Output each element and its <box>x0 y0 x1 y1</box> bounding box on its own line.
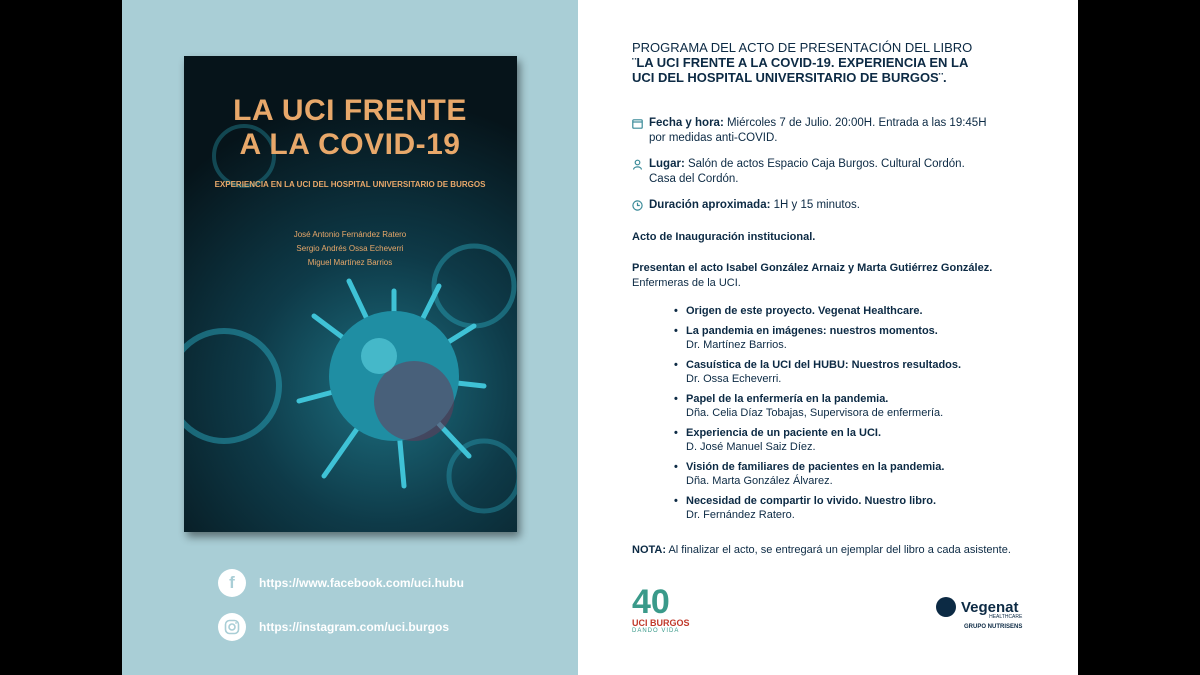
program-heading: PROGRAMA DEL ACTO DE PRESENTACIÓN DEL LIBRO ¨LA UCI FRENTE A LA COVID-19. EXPERIENCIA EN LA UCI DEL HOSPITAL UNIVERSITARIO DE BURGOS¨. <box>632 40 973 85</box>
program-list <box>674 304 961 528</box>
vegenat-logo: Vegenat HEALTHCARE GRUPO NUTRISENS <box>936 597 1022 630</box>
list-item: • Experiencia de un paciente en la UCI. D. José Manuel Saiz Díez. <box>674 426 961 454</box>
calendar-icon <box>632 118 643 129</box>
facebook-icon: f <box>218 569 246 597</box>
book-cover <box>184 56 517 532</box>
facebook-link[interactable]: f https://www.facebook.com/uci.hubu <box>218 569 464 597</box>
clock-icon <box>632 200 643 211</box>
location-person-icon <box>632 159 643 170</box>
instagram-icon <box>218 613 246 641</box>
place-info: Lugar: Salón de actos Espacio Caja Burgos. Cultural Cordón. Casa del Cordón. <box>632 157 1062 189</box>
note-text: NOTA: Al finalizar el acto, se entregará un ejemplar del libro a cada asistente. <box>632 544 1011 556</box>
left-panel <box>122 0 578 675</box>
list-item: • Casuística de la UCI del HUBU: Nuestros resultados. Dr. Ossa Echeverri. <box>674 358 961 386</box>
book-text-panel <box>204 76 496 512</box>
list-item: • Visión de familiares de pacientes en la pandemia. Dña. Marta González Álvarez. <box>674 460 961 488</box>
presenters-text: Presentan el acto Isabel González Arnaiz y Marta Gutiérrez González. Enfermeras de la UCI. <box>632 262 993 289</box>
duration-info: Duración aproximada: 1H y 15 minutos. <box>632 198 1062 214</box>
list-item: • La pandemia en imágenes: nuestros momentos. Dr. Martínez Barrios. <box>674 324 961 352</box>
program-panel <box>578 0 1078 675</box>
book-title: LA UCI FRENTE A LA COVID-19 <box>233 94 467 161</box>
inauguration-text: Acto de Inauguración institucional. <box>632 231 816 243</box>
book-authors: José Antonio Fernández Ratero Sergio Andrés Ossa Echeverri Miguel Martínez Barrios <box>293 230 407 267</box>
vegenat-mark-icon <box>936 597 956 617</box>
list-item: • Necesidad de compartir lo vivido. Nuestro libro. Dr. Fernández Ratero. <box>674 494 961 522</box>
uci-burgos-logo: 40 UCI BURGOS DANDO VIDA <box>632 583 690 634</box>
list-item: • Papel de la enfermería en la pandemia. Dña. Celia Díaz Tobajas, Supervisora de enfermería. <box>674 392 961 420</box>
book-subtitle: EXPERIENCIA EN LA UCI DEL HOSPITAL UNIVERSITARIO DE BURGOS <box>214 180 486 189</box>
date-info: Fecha y hora: Miércoles 7 de Julio. 20:00H. Entrada a las 19:45H por medidas anti-COVID. <box>632 116 1062 148</box>
instagram-link[interactable]: https://instagram.com/uci.burgos <box>218 613 449 641</box>
list-item: • Origen de este proyecto. Vegenat Healthcare. <box>674 304 961 318</box>
